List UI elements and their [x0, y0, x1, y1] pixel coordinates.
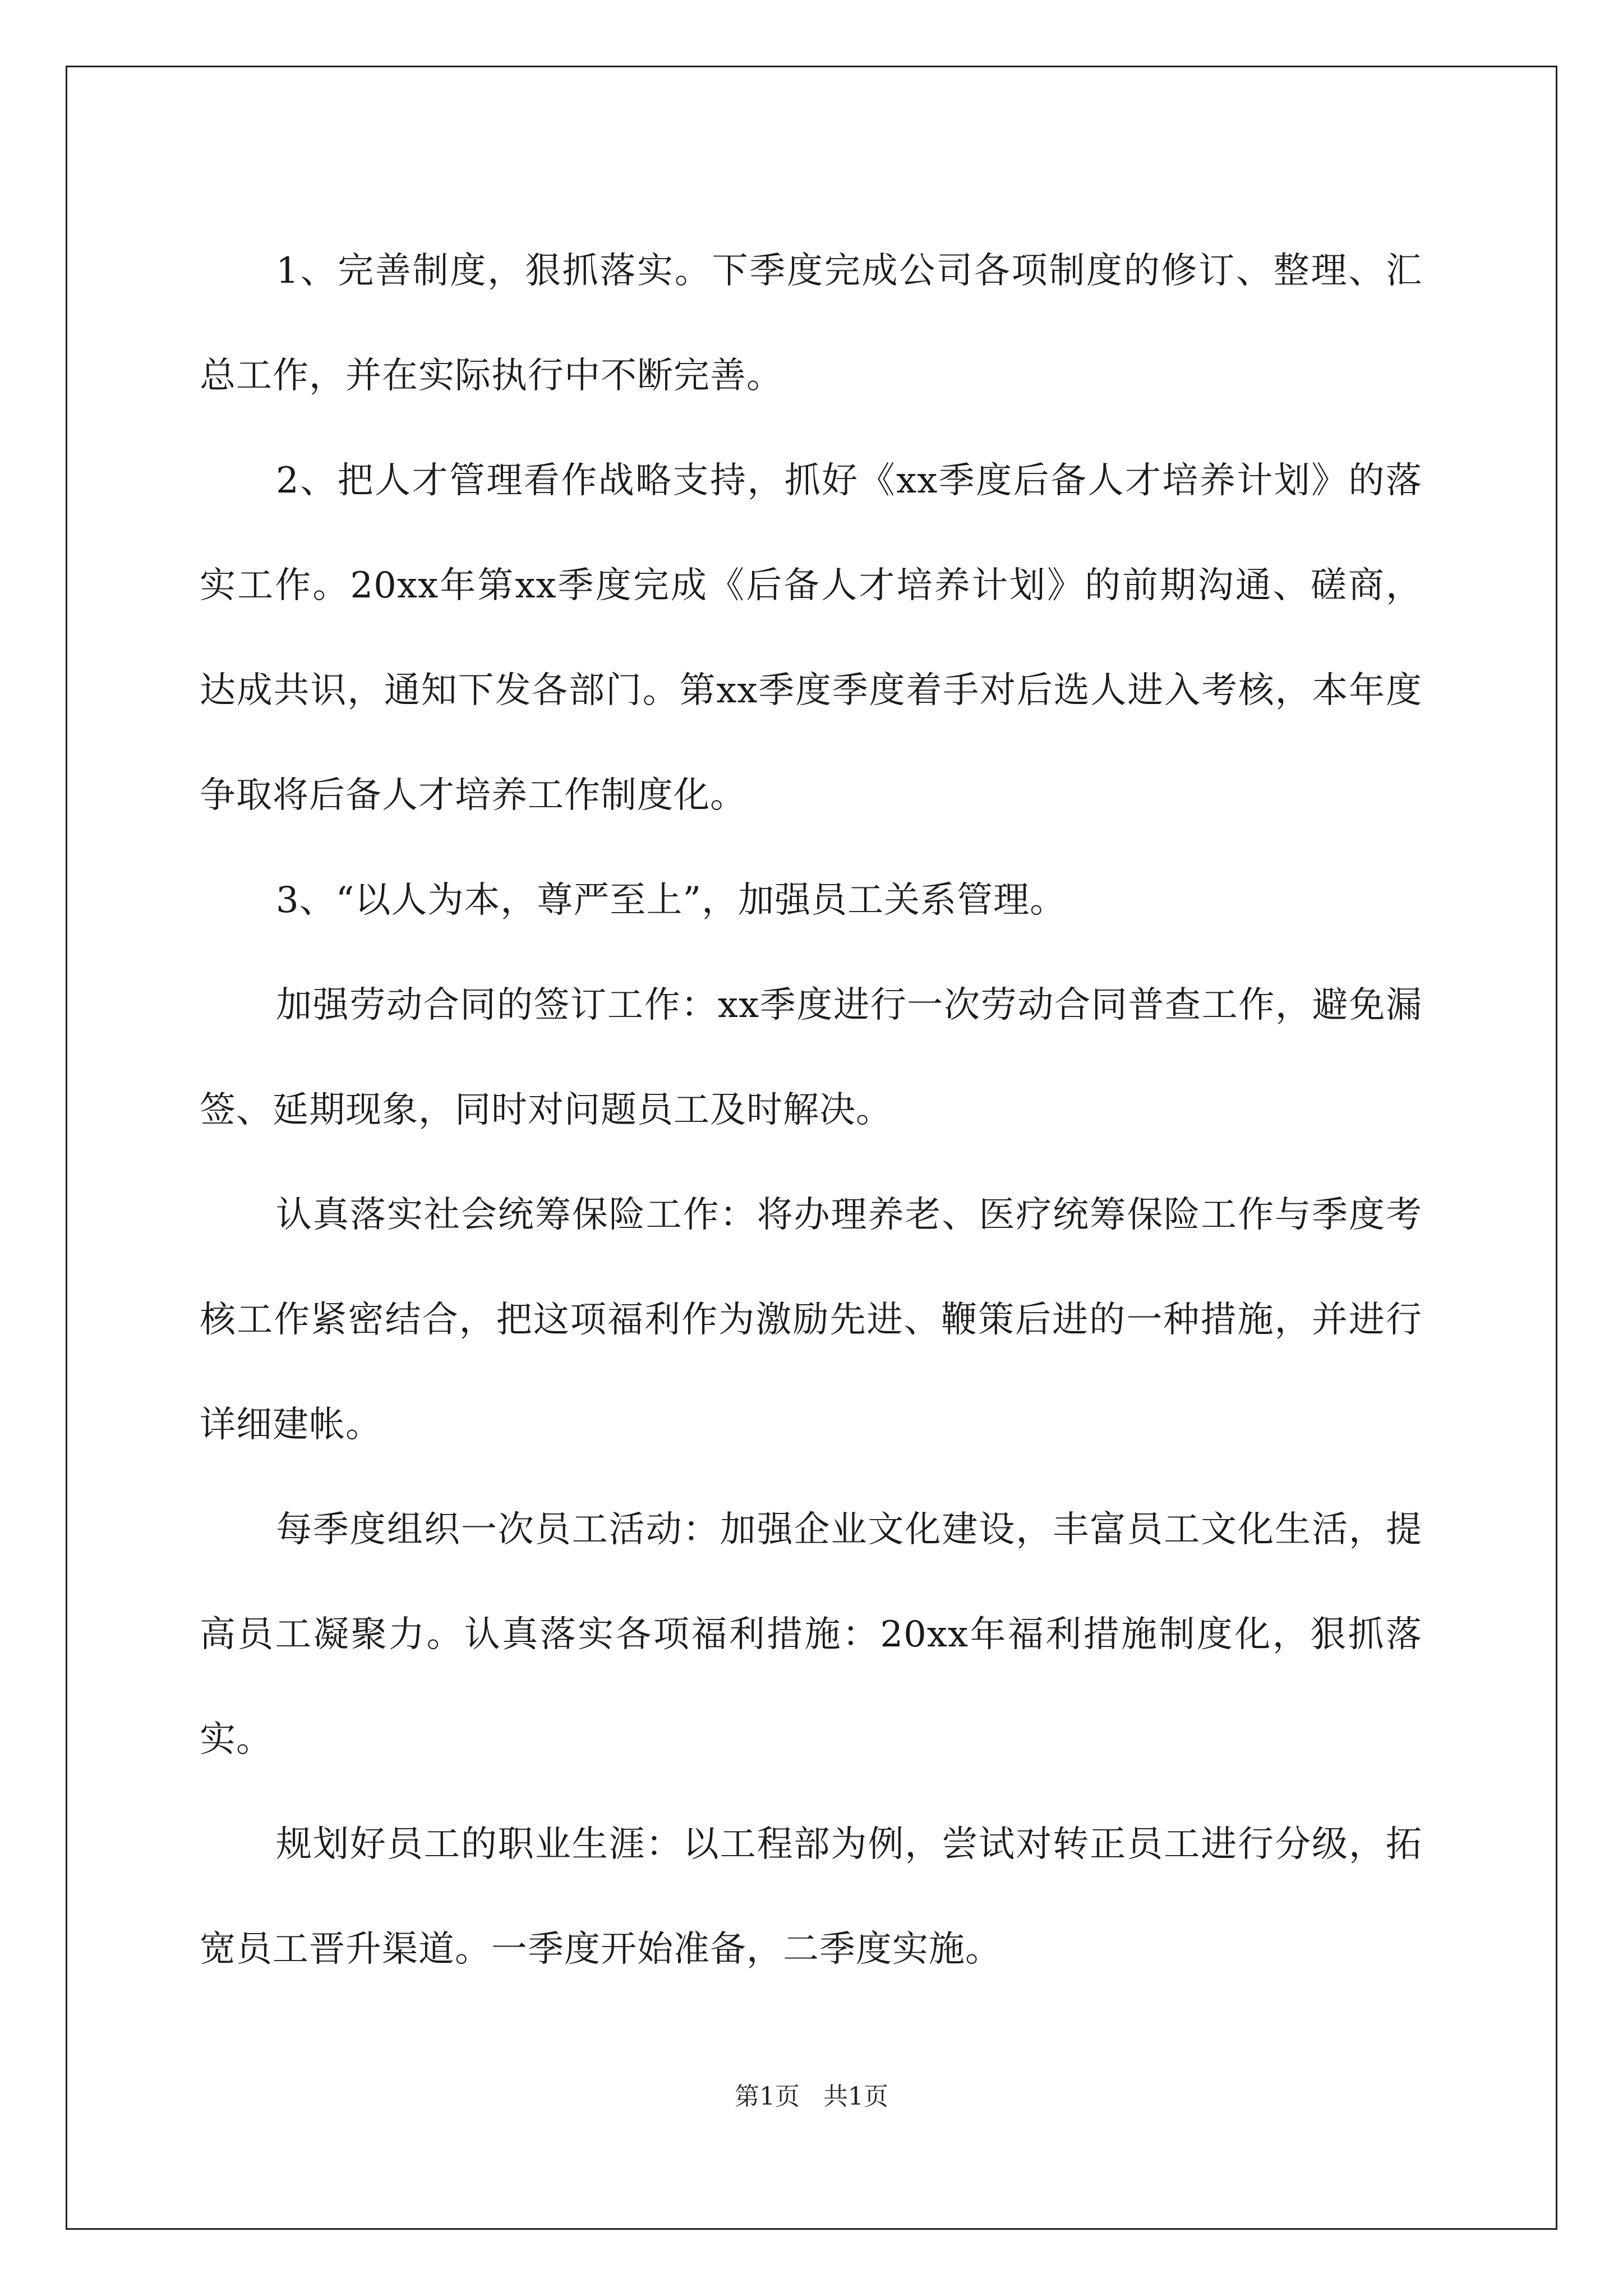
document-body [200, 219, 1422, 2002]
paragraph-6: 每季度组织一次员工活动：加强企业文化建设，丰富员工文化生活，提高员工凝聚力。认真落实各项福利措施：20xx年福利措施制度化，狠抓落实。 [200, 1509, 1422, 1760]
page-footer [0, 2080, 1623, 2114]
paragraph-3: 3、“以人为本，尊严至上”，加强员工关系管理。 [276, 880, 1067, 921]
page-number: 第1页 [735, 2082, 800, 2111]
paragraph-1: 1、完善制度，狠抓落实。下季度完成公司各项制度的修订、整理、汇总工作，并在实际执行中不断完善。 [200, 250, 1422, 397]
paragraph-4: 加强劳动合同的签订工作：xx季度进行一次劳动合同普查工作，避免漏签、延期现象，同时对问题员工及时解决。 [200, 984, 1422, 1131]
footer-gap [800, 2082, 823, 2111]
paragraph-5: 认真落实社会统筹保险工作：将办理养老、医疗统筹保险工作与季度考核工作紧密结合，把这项福利作为激励先进、鞭策后进的一种措施，并进行详细建帐。 [200, 1194, 1422, 1446]
page-total: 共1页 [823, 2082, 888, 2111]
paragraph-7: 规划好员工的职业生涯：以工程部为例，尝试对转正员工进行分级，拓宽员工晋升渠道。一季度开始准备，二季度实施。 [200, 1824, 1422, 1970]
paragraph-2: 2、把人才管理看作战略支持，抓好《xx季度后备人才培养计划》的落实工作。20xx年第xx季度完成《后备人才培养计划》的前期沟通、磋商，达成共识，通知下发各部门。第xx季度季度着手对后选人进入考核，本年度争取将后备人才培养工作制度化。 [200, 460, 1422, 816]
